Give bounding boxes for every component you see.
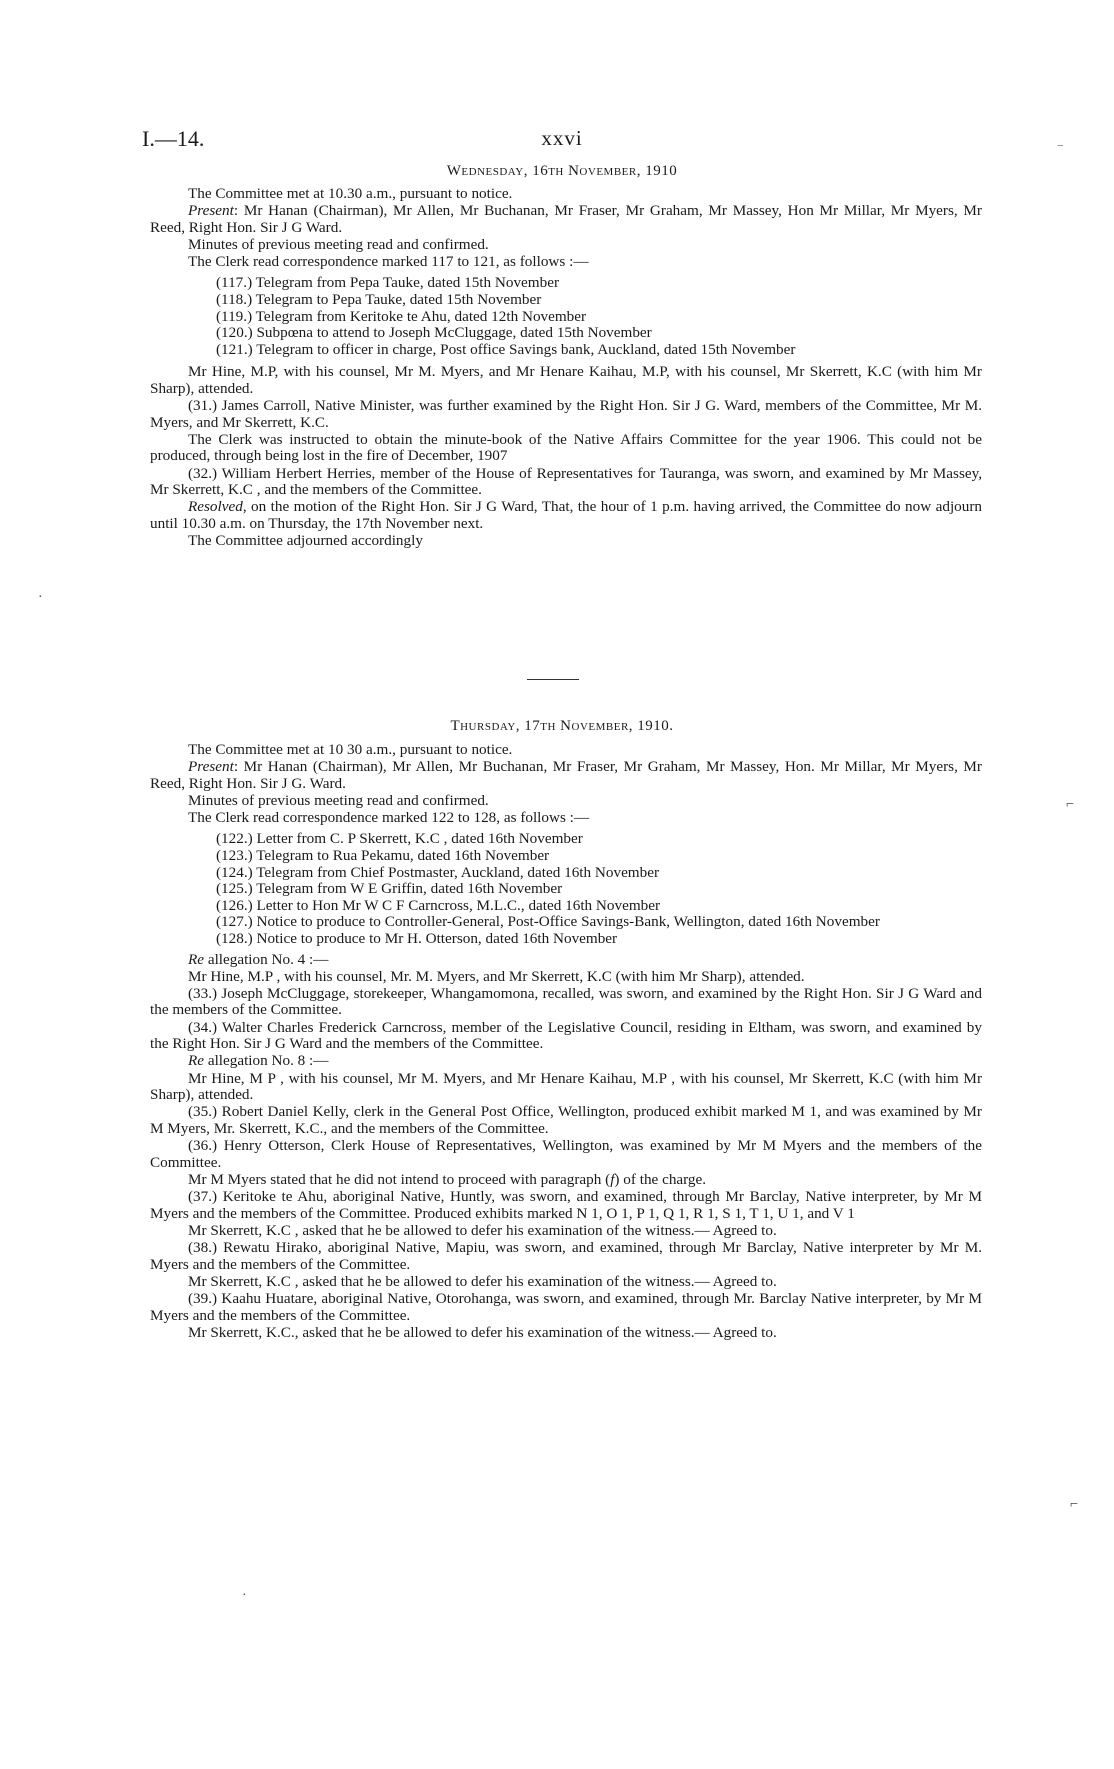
day2-present-text: : Mr Hanan (Chairman), Mr Allen, Mr Buchanan, Mr Fraser, Mr Graham, Mr Massey, Hon. Mr Millar, Mr Myers, Mr Reed, Right Hon. Sir J G. Ward. [150,758,982,792]
page-number: xxvi [541,126,583,150]
day1-met: The Committee met at 10.30 a.m., pursuant to notice. [188,185,513,202]
day2-item: (126.) Letter to Hon Mr W C F Carncross, M.L.C., dated 16th November [216,896,661,914]
day2-met: The Committee met at 10 30 a.m., pursuant to notice. [188,741,513,758]
scan-mark: ⌐ [1066,797,1074,812]
day2-present [150,759,982,792]
day1-minutes-confirmed: Minutes of previous meeting read and confirmed. [188,235,489,253]
allegation-4-paragraph: (34.) Walter Charles Frederick Carncross, member of the Legislative Council, residing in Eltham, was sworn, and examined by the Right Hon. Sir J G Ward and the members of the Committee. [150,1018,982,1053]
allegation-8-paragraph: (36.) Henry Otterson, Clerk House of Representatives, Wellington, was examined by Mr M Myers and the members of the Committee. [150,1137,982,1171]
day2-item: (128.) Notice to produce to Mr H. Otterson, dated 16th November [216,929,618,947]
witness-paragraph: (38.) Rewatu Hirako, aboriginal Native, Mapiu, was sworn, and examined, through Mr Barclay, Native interpreter by Mr M. Myers and the members of the Committee. [150,1239,982,1273]
day1-adjourned: The Committee adjourned accordingly [188,532,423,550]
day1-resolved-text: , on the motion of the Right Hon. Sir J G Ward, That, the hour of 1 p.m. having arrived, the Committee do now adjourn until 10.30 a.m. on Thursday, the 17th November next. [150,498,982,533]
witness-paragraph: Mr Skerrett, K.C., asked that he be allowed to defer his examination of the witness.— Agreed to. [188,1323,777,1341]
day2-clerk: The Clerk read correspondence marked 122 to 128, as follows :— [188,809,590,827]
day2-present-label: Present [188,758,234,776]
witness-paragraph: Mr Skerrett, K.C , asked that he be allowed to defer his examination of the witness.— Agreed to. [188,1272,777,1290]
allegation-8-paragraph: Mr Hine, M P , with his counsel, Mr M. Myers, and Mr Henare Kaihau, M.P , with his counsel, Mr Skerrett, K.C (with him Mr Sharp), attended. [150,1069,982,1104]
scan-mark: ‾ [1058,145,1063,160]
day1-paragraph: (32.) William Herbert Herries, member of the House of Representatives for Tauranga, was sworn, and examined by Mr Massey, Mr Skerrett, K.C , and the members of the Committee. [150,464,982,499]
allegation-8-paragraph: (35.) Robert Daniel Kelly, clerk in the General Post Office, Wellington, produced exhibit marked M 1, and was examined by Mr M Myers, Mr. Skerrett, K.C., and the members of the Committee. [150,1103,982,1137]
allegation-4-text: allegation No. 4 :— [204,950,329,968]
day1-item: (121.) Telegram to officer in charge, Post office Savings bank, Auckland, dated 15th November [216,340,796,358]
day1-paragraph: Mr Hine, M.P, with his counsel, Mr M. Myers, and Mr Henare Kaihau, M.P, with his counsel, Mr Skerrett, K.C (with him Mr Sharp), attended. [150,363,982,397]
scan-mark: ⌐ [1070,1497,1078,1512]
witness-paragraph: (39.) Kaahu Huatare, aboriginal Native, Otorohanga, was sworn, and examined, through Mr. Barclay Native interpreter, by Mr M Myers and the members of the Committee. [150,1290,982,1324]
allegation-4-heading [150,952,982,969]
day1-item: (119.) Telegram from Keritoke te Ahu, dated 12th November [216,307,587,325]
day1-paragraph: The Clerk was instructed to obtain the minute-book of the Native Affairs Committee for the year 1906. This could not be produced, through being lost in the fire of December, 1907 [150,430,982,465]
day1-resolved-label: Resolved [188,498,243,516]
scan-mark: · [242,1588,247,1603]
day1-paragraph: (31.) James Carroll, Native Minister, was further examined by the Right Hon. Sir J G. Ward, members of the Committee, Mr M. Myers, and Mr Skerrett, K.C. [150,397,982,431]
witness-paragraph: Mr Skerrett, K.C , asked that he be allowed to defer his examination of the witness.— Agreed to. [188,1221,777,1239]
allegation-4-re: Re [188,950,205,968]
day1-heading: Wednesday, 16th November, 1910 [446,163,678,179]
myers-statement-b: ) of the charge. [614,1170,707,1188]
day2-minutes [150,742,982,1342]
day1-present [150,203,982,236]
allegation-4-paragraph: (33.) Joseph McCluggage, storekeeper, Whangamomona, recalled, was sworn, and examined by the Right Hon. Sir J G Ward and the members of the Committee. [150,984,982,1019]
day1-resolved [150,499,982,532]
myers-statement-f: f [610,1170,615,1188]
section-divider [527,679,579,680]
day1-minutes [150,186,982,550]
day2-heading: Thursday, 17th November, 1910. [450,718,674,734]
page-reference: I.—14. [142,126,205,151]
day2-item: (122.) Letter from C. P Skerrett, K.C , dated 16th November [216,830,583,848]
scan-mark: · [38,590,43,605]
day1-present-label: Present [188,202,234,220]
day1-present-text: : Mr Hanan (Chairman), Mr Allen, Mr Buchanan, Mr Fraser, Mr Graham, Mr Massey, Hon Mr Millar, Mr Myers, Mr Reed, Right Hon. Sir J G Ward. [150,202,982,236]
allegation-8-heading [150,1053,982,1070]
myers-statement [150,1172,982,1189]
day1-item: (118.) Telegram to Pepa Tauke, dated 15th November [216,290,542,308]
page-header [142,126,982,156]
witness-paragraph: (37.) Keritoke te Ahu, aboriginal Native, Huntly, was sworn, and examined, through Mr Barclay, Native interpreter, by Mr M Myers and the members of the Committee. Produced exhibits marked N 1, O 1, P 1, Q 1, R 1, S 1, T 1, U 1, and V 1 [150,1188,982,1222]
day1-item: (120.) Subpœna to attend to Joseph McCluggage, dated 15th November [216,324,652,342]
day2-item: (127.) Notice to produce to Controller-General, Post-Office Savings-Bank, Wellington, dated 16th November [216,913,880,931]
day1-item: (117.) Telegram from Pepa Tauke, dated 15th November [216,274,559,292]
day2-item: (123.) Telegram to Rua Pekamu, dated 16th November [216,846,550,864]
myers-statement-a: Mr M Myers stated that he did not intend to proceed with paragraph ( [188,1170,611,1188]
day2-item: (124.) Telegram from Chief Postmaster, Auckland, dated 16th November [216,863,660,881]
day2-item: (125.) Telegram from W E Griffin, dated 16th November [216,880,563,898]
day2-minutes-confirmed: Minutes of previous meeting read and confirmed. [188,791,489,809]
allegation-4-paragraph: Mr Hine, M.P , with his counsel, Mr. M. Myers, and Mr Skerrett, K.C (with him Mr Sharp), attended. [188,967,805,985]
allegation-8-re: Re [188,1052,205,1070]
allegation-8-text: allegation No. 8 :— [204,1052,329,1070]
day1-clerk: The Clerk read correspondence marked 117 to 121, as follows :— [188,253,589,271]
